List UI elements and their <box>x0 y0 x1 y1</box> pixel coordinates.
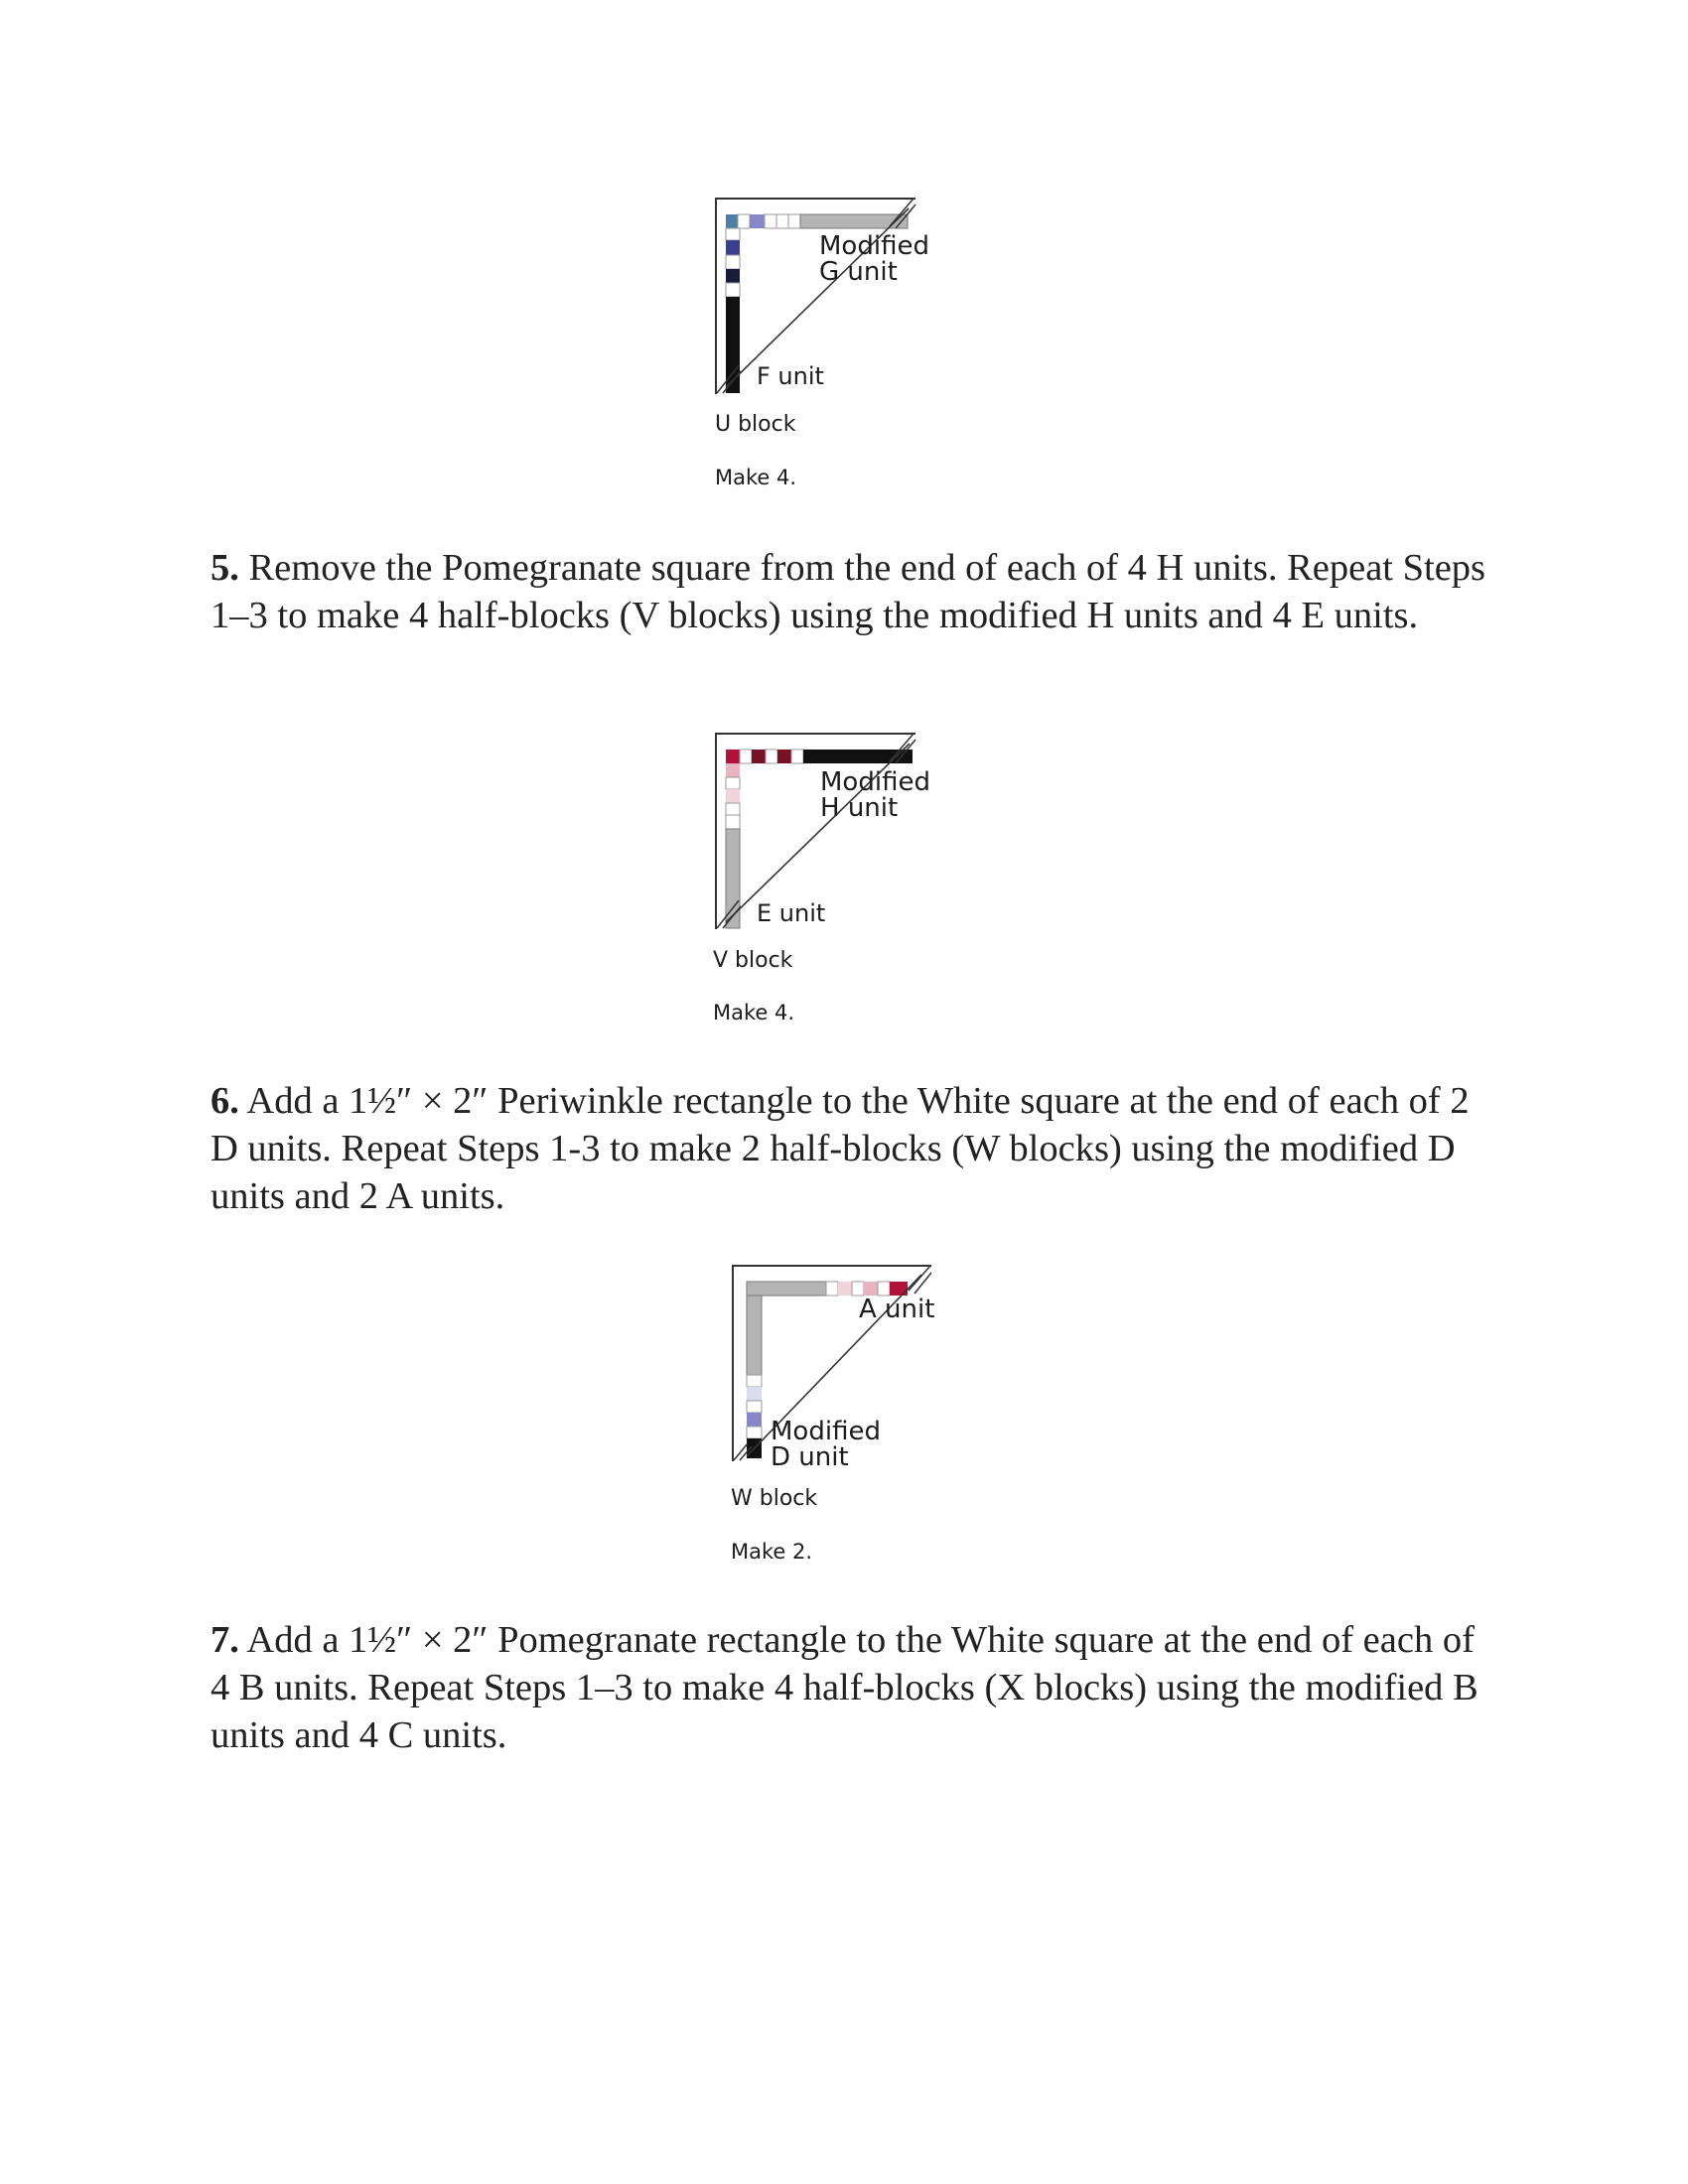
h-unit-square <box>726 750 740 763</box>
step-7 <box>211 1616 1501 1759</box>
h-unit-square <box>752 750 766 763</box>
unit-bottom-label-1: Modified <box>771 1417 881 1446</box>
g-unit-square <box>788 214 800 228</box>
h-unit-square <box>791 750 803 763</box>
step-number: 7. <box>211 1619 239 1661</box>
unit-bottom-label: F unit <box>757 362 824 390</box>
unit-top-label-2: G unit <box>819 257 898 287</box>
make-count: Make 4. <box>713 1001 795 1024</box>
make-count: Make 2. <box>731 1540 813 1564</box>
e-unit-square <box>726 763 740 777</box>
unit-bottom-label-2: D unit <box>771 1442 849 1472</box>
d-unit-square <box>747 1413 762 1427</box>
a-unit-square <box>838 1282 852 1296</box>
f-unit-square <box>726 255 740 269</box>
g-unit-square <box>776 214 788 228</box>
e-unit-square <box>726 803 740 815</box>
g-unit-square <box>726 214 738 228</box>
a-unit-square <box>852 1282 864 1296</box>
d-unit-square <box>747 1387 762 1401</box>
w-block-figure <box>710 1261 1008 1569</box>
step-text: Remove the Pomegranate square from the end of each of 4 H units. Repeat Steps 1–3 to make 4 half-blocks (V blocks) using the modified H units and 4 E units. <box>211 547 1486 636</box>
d-unit-square <box>747 1375 762 1387</box>
u-block-diagram <box>695 189 993 491</box>
step-text: Add a 1½″ × 2″ Pomegranate rectangle to the White square at the end of each of 4 B units. Repeat Steps 1–3 to make 4 half-blocks (X blocks) using the modified B units and 4 C units. <box>211 1619 1478 1756</box>
unit-top-label-1: Modified <box>819 231 929 261</box>
v-block-diagram <box>695 725 993 1027</box>
g-unit-square <box>765 214 776 228</box>
v-block-figure <box>695 725 993 1027</box>
unit-top-label-2: H unit <box>820 793 899 823</box>
block-label: U block <box>715 412 796 437</box>
u-block-figure <box>695 189 993 491</box>
f-unit-square <box>726 269 740 283</box>
g-unit-square <box>750 214 765 228</box>
e-unit-square <box>726 789 740 803</box>
a-unit-square <box>864 1282 878 1296</box>
h-unit-square <box>777 750 791 763</box>
f-unit-square <box>726 228 740 240</box>
g-unit-square <box>738 214 750 228</box>
make-count: Make 4. <box>715 466 797 489</box>
w-block-diagram <box>710 1261 1008 1569</box>
e-unit-square <box>726 815 740 829</box>
unit-bottom-label: E unit <box>757 899 826 927</box>
step-text: Add a 1½″ × 2″ Periwinkle rectangle to the White square at the end of each of 2 D units. Repeat Steps 1-3 to make 2 half-blocks (W blocks) using the modified D units and 2 A units. <box>211 1080 1470 1217</box>
h-unit-square <box>766 750 777 763</box>
f-unit-square <box>726 240 740 255</box>
a-unit-square <box>826 1282 838 1296</box>
h-unit-square <box>740 750 752 763</box>
unit-top-label-1: Modified <box>820 767 930 797</box>
f-unit-square <box>726 283 740 297</box>
step-number: 5. <box>211 547 239 589</box>
a-unit-strip <box>747 1282 826 1296</box>
unit-top-label-1: A unit <box>859 1295 935 1324</box>
step-5 <box>211 544 1501 639</box>
step-number: 6. <box>211 1080 239 1122</box>
a-unit-square <box>890 1282 908 1296</box>
e-unit-square <box>726 777 740 789</box>
block-label: W block <box>731 1486 818 1511</box>
block-label: V block <box>713 948 793 973</box>
a-unit-square <box>878 1282 890 1296</box>
d-unit-square <box>747 1427 762 1438</box>
d-unit-square <box>747 1401 762 1413</box>
step-6 <box>211 1077 1501 1220</box>
d-unit-strip <box>747 1296 762 1375</box>
